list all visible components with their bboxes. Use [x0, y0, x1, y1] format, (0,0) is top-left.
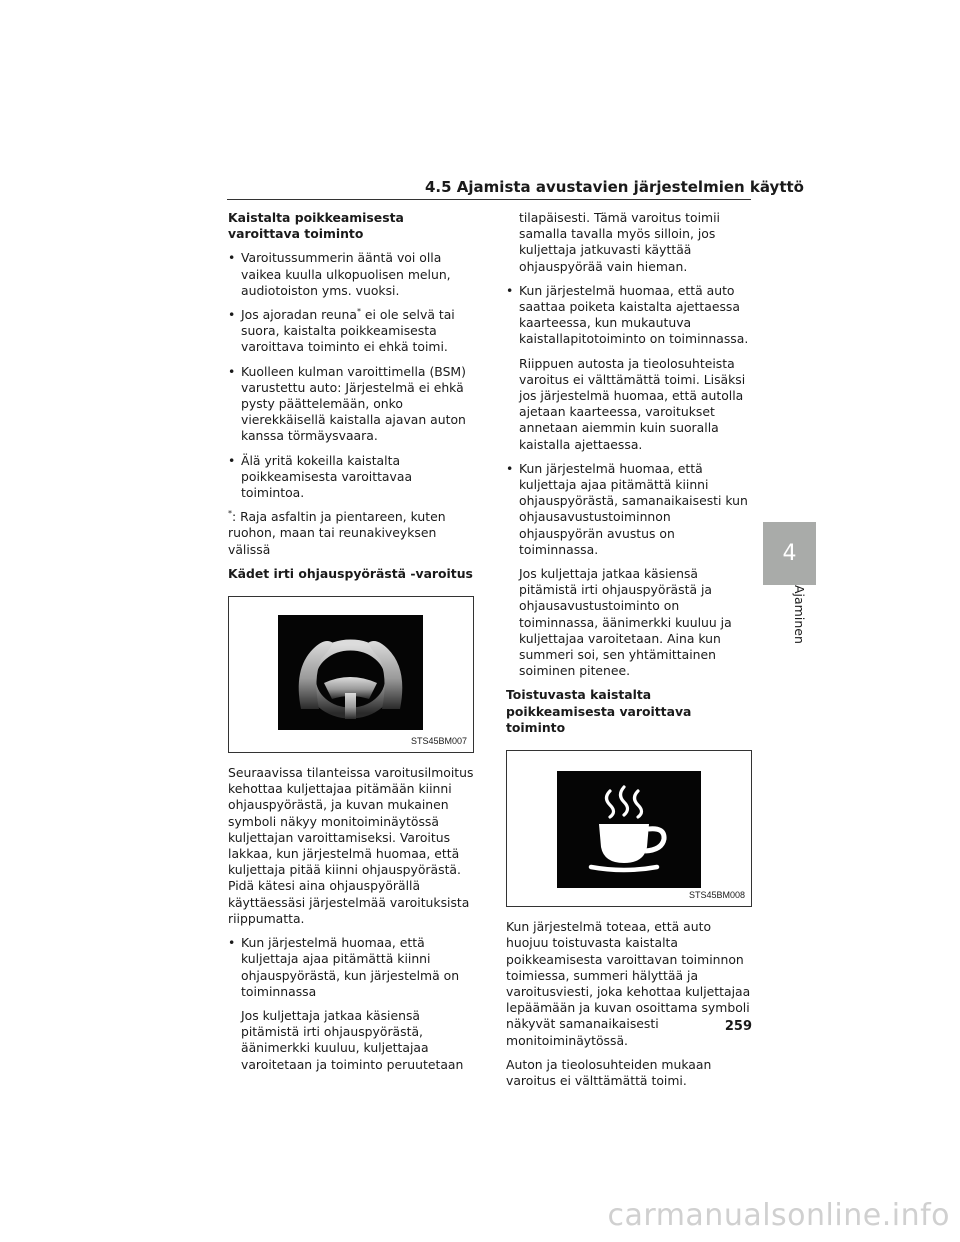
- watermark: carmanualsonline.info: [607, 1198, 950, 1233]
- header-rule: [227, 199, 751, 200]
- figure-code: STS45BM008: [688, 889, 745, 900]
- heading-lane-departure: Kaistalta poikkeamisesta varoittava toiminto: [228, 210, 404, 242]
- paragraph: Auton ja tieolosuhteiden mukaan varoitus ei välttämättä toimi.: [506, 1056, 712, 1088]
- footnote: *: Raja asfaltin ja pientareen, kuten ruohon, maan tai reunakiveyksen välissä: [228, 509, 446, 557]
- list-item: • Älä yritä kokeilla kaistalta poikkeamisesta varoittavaa toimintoa.: [228, 453, 474, 502]
- coffee-cup-icon: [507, 751, 751, 906]
- list-item: • Jos ajoradan reuna* ei ole selvä tai suora, kaistalta poikkeamisesta varoittava toiminto ei ehkä toimi.: [228, 307, 474, 356]
- section-header: 4.5 Ajamista avustavien järjestelmien käyttö: [425, 178, 804, 196]
- list-item: • Kun järjestelmä huomaa, että auto saattaa poiketa kaistalta ajettaessa kaarteessa, kun mukautuva kaistallapitotoiminto on toiminnassa.: [506, 283, 752, 348]
- chapter-tab-label: Ajaminen: [792, 585, 807, 644]
- list-item-detail: Jos kuljettaja jatkaa käsiensä pitämistä irti ohjauspyörästä, äänimerkki kuuluu, kuljettajaa varoitetaan ja toiminto peruutetaan: [241, 1007, 464, 1072]
- chapter-tab: 4: [763, 522, 816, 585]
- figure-coffee-cup: [506, 750, 752, 907]
- list-item-detail: Riippuen autosta ja tieolosuhteista varoitus ei välttämättä toimi. Lisäksi jos järjestelmä huomaa, että autolla ajetaan kaarteessa, varoitukset annetaan aiemmin kuin suoralla kaistalla ajettaessa.: [519, 355, 746, 452]
- right-column: [506, 210, 752, 1097]
- list-item: • Kun järjestelmä huomaa, että kuljettaja ajaa pitämättä kiinni ohjauspyörästä, kun järjestelmä on toiminnassa: [228, 935, 474, 1000]
- figure-hands-off: [228, 596, 474, 753]
- list-item-continued: tilapäisesti. Tämä varoitus toimii samalla tavalla myös silloin, jos kuljettaja jatkuvasti käyttää ohjauspyörää vain hieman.: [519, 210, 720, 274]
- list-item: • Varoitussummerin ääntä voi olla vaikea kuulla ulkopuolisen melun, audiotoiston yms. vuoksi.: [228, 250, 474, 299]
- heading-hands-off: Kädet irti ohjauspyörästä -varoitus: [228, 565, 473, 581]
- list-item: • Kuolleen kulman varoittimella (BSM) varustettu auto: Järjestelmä ei ehkä pysty päättelemään, onko vierekkäisellä kaistalla ajavan auton kanssa törmäysvaara.: [228, 364, 474, 445]
- hands-off-wheel-icon: [229, 597, 473, 752]
- list-item: • Kun järjestelmä huomaa, että kuljettaja ajaa pitämättä kiinni ohjauspyörästä, samanaikaisesti kun ohjausavustustoiminnon ohjauspyörän avustus on toiminnassa.: [506, 461, 752, 558]
- heading-repeated-departure: Toistuvasta kaistalta poikkeamisesta varoittava toiminto: [506, 687, 692, 735]
- list-item-detail: Jos kuljettaja jatkaa käsiensä pitämistä irti ohjauspyörästä ja ohjausavustustoiminto on toiminnassa, äänimerkki kuuluu ja kuljettajaa varoitetaan. Aina kun summeri soi, sen yhtämittainen soiminen pitenee.: [519, 566, 732, 679]
- paragraph: Seuraavissa tilanteissa varoitusilmoitus kehottaa kuljettajaa pitämään kiinni ohjauspyörästä, ja kuvan mukainen symboli näkyy monitoiminäytössä kuljettajan varoittamiseksi. Varoitus lakkaa, kun järjestelmä huomaa, että kuljettaja pitää kiinni ohjauspyörästä. Pidä kätesi aina ohjauspyörällä käyttäessäsi järjestelmää varoituksista riippumatta.: [228, 765, 474, 926]
- paragraph: Kun järjestelmä toteaa, että auto huojuu toistuvasta kaistalta poikkeamisesta varoittavan toiminnon toimiessa, summeri hälyttää ja varoitusviesti, joka kehottaa kuljettajaa lepäämään ja kuvan osoittama symboli näkyvät samanaikaisesti monitoiminäytössä.: [506, 919, 751, 1048]
- figure-code: STS45BM007: [410, 735, 467, 746]
- page-number: 259: [724, 1019, 752, 1034]
- left-column: [228, 210, 474, 1081]
